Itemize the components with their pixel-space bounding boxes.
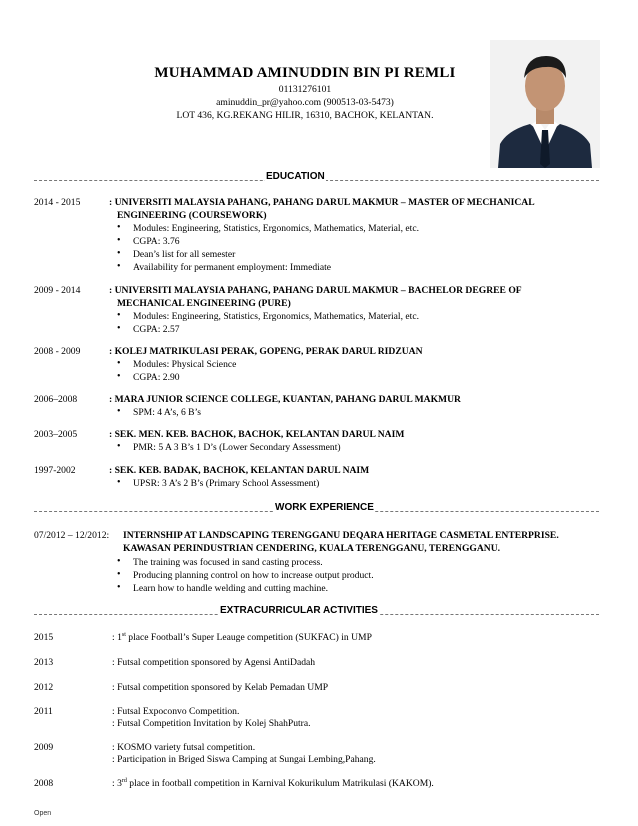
address: LOT 436, KG.REKANG HILIR, 16310, BACHOK, KELANTAN. <box>176 110 434 121</box>
list-item: • Availability for permanent employment: Immediate <box>133 262 331 273</box>
work-title-cont: KAWASAN PERINDUSTRIAN CENDERING, KUALA TERENGGANU, TERENGGANU. <box>123 543 501 554</box>
education-title-cont: ENGINEERING (COURSEWORK) <box>117 210 267 221</box>
list-item: • SPM: 4 A’s, 6 B’s <box>133 407 201 418</box>
activity-text: : 3rd place in football competition in Karnival Kokurikulum Matrikulasi (KAKOM). <box>112 778 434 790</box>
education-date: 2006–2008 <box>34 394 78 405</box>
activity-year: 2012 <box>34 682 54 693</box>
activity-text: : 1st place Football’s Super Leauge competition (SUKFAC) in UMP <box>112 632 372 644</box>
email-and-ic: aminuddin_pr@yahoo.com (900513-03-5473) <box>216 97 394 108</box>
work-experience-heading: WORK EXPERIENCE <box>34 502 599 515</box>
education-title: : UNIVERSITI MALAYSIA PAHANG, PAHANG DARUL MAKMUR – BACHELOR DEGREE OF <box>109 285 522 296</box>
education-heading: EDUCATION <box>34 171 599 184</box>
education-title-cont: MECHANICAL ENGINEERING (PURE) <box>117 298 291 309</box>
footer-label: Open <box>34 810 52 817</box>
activity-text: : Futsal competition sponsored by Kelab Pemadan UMP <box>112 682 329 693</box>
activity-year: 2011 <box>34 706 53 717</box>
activity-text: : Participation in Briged Siswa Camping at Sungai Lembing,Pahang. <box>112 754 376 765</box>
education-title: : UNIVERSITI MALAYSIA PAHANG, PAHANG DARUL MAKMUR – MASTER OF MECHANICAL <box>109 197 535 208</box>
activity-text: : Futsal Expoconvo Competition. <box>112 706 240 717</box>
profile-photo <box>490 40 600 168</box>
education-title: : KOLEJ MATRIKULASI PERAK, GOPENG, PERAK DARUL RIDZUAN <box>109 346 423 357</box>
list-item: • CGPA: 3.76 <box>133 236 180 247</box>
activity-text: : Futsal Competition Invitation by Kolej ShahPutra. <box>112 718 311 729</box>
list-item: • The training was focused in sand casting process. <box>133 557 323 568</box>
activity-year: 2013 <box>34 657 54 668</box>
activity-year: 2009 <box>34 742 54 753</box>
phone-number: 01131276101 <box>278 84 332 95</box>
work-title: INTERNSHIP AT LANDSCAPING TERENGGANU DEQARA HERITAGE CASMETAL ENTERPRISE. <box>123 530 559 541</box>
education-date: 2003–2005 <box>34 429 78 440</box>
education-title: : MARA JUNIOR SCIENCE COLLEGE, KUANTAN, PAHANG DARUL MAKMUR <box>109 394 461 405</box>
list-item: • Modules: Engineering, Statistics, Ergonomics, Mathematics, Material, etc. <box>133 223 419 234</box>
list-item: • Modules: Engineering, Statistics, Ergonomics, Mathematics, Material, etc. <box>133 311 419 322</box>
education-title: : SEK. MEN. KEB. BACHOK, BACHOK, KELANTAN DARUL NAIM <box>109 429 405 440</box>
work-date: 07/2012 – 12/2012: <box>34 530 110 541</box>
education-date: 2014 - 2015 <box>34 197 81 208</box>
education-date: 2008 - 2009 <box>34 346 81 357</box>
education-title: : SEK. KEB. BADAK, BACHOK, KELANTAN DARUL NAIM <box>109 465 370 476</box>
list-item: • Learn how to handle welding and cutting machine. <box>133 583 328 594</box>
list-item: • PMR: 5 A 3 B’s 1 D’s (Lower Secondary Assessment) <box>133 442 341 453</box>
list-item: • Producing planning control on how to increase output product. <box>133 570 374 581</box>
list-item: • Dean’s list for all semester <box>133 249 235 260</box>
activity-year: 2008 <box>34 778 54 789</box>
list-item: • Modules: Physical Science <box>133 359 236 370</box>
extracurricular-heading: EXTRACURRICULAR ACTIVITIES <box>34 605 599 618</box>
activity-year: 2015 <box>34 632 54 643</box>
education-date: 1997-2002 <box>34 465 76 476</box>
list-item: • CGPA: 2.57 <box>133 324 180 335</box>
education-date: 2009 - 2014 <box>34 285 81 296</box>
applicant-name: MUHAMMAD AMINUDDIN BIN PI REMLI <box>154 65 456 81</box>
activity-text: : KOSMO variety futsal competition. <box>112 742 256 753</box>
activity-text: : Futsal competition sponsored by Agensi AntiDadah <box>112 657 316 668</box>
list-item: • CGPA: 2.90 <box>133 372 180 383</box>
list-item: • UPSR: 3 A’s 2 B’s (Primary School Assessment) <box>133 478 319 489</box>
